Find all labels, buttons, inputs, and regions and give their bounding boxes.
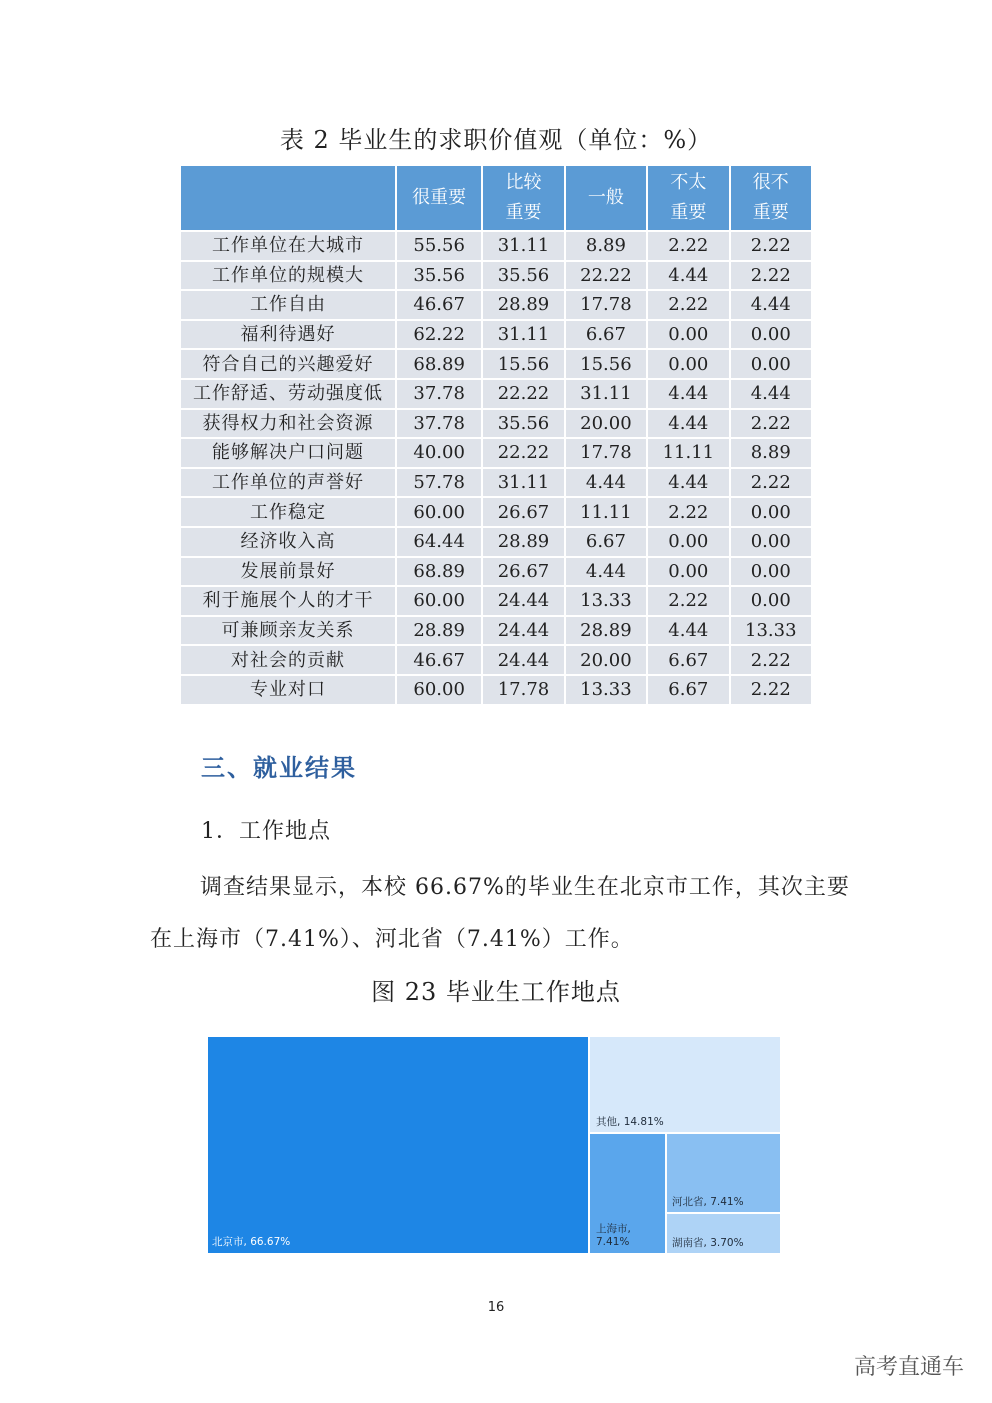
table-cell: 2.22 — [731, 410, 811, 438]
table-cell: 35.56 — [483, 410, 563, 438]
table-cell: 35.56 — [397, 262, 481, 290]
table-row — [181, 439, 811, 467]
table-cell: 22.22 — [483, 439, 563, 467]
tile-label-hunan: 湖南省, 3.70% — [672, 1237, 744, 1249]
treemap-tile-shanghai — [589, 1133, 666, 1254]
table-cell: 15.56 — [483, 350, 563, 378]
table-cell: 6.67 — [566, 321, 646, 349]
table-cell: 31.11 — [566, 380, 646, 408]
table-row — [181, 558, 811, 586]
table-cell: 31.11 — [483, 321, 563, 349]
table-cell: 2.22 — [731, 676, 811, 704]
column-header: 很不 重要 — [731, 166, 811, 230]
table-row — [181, 380, 811, 408]
table-row — [181, 676, 811, 704]
table-cell: 64.44 — [397, 528, 481, 556]
table-cell: 68.89 — [397, 558, 481, 586]
table-row — [181, 587, 811, 615]
tile-label-shanghai: 上海市, 7.41% — [596, 1223, 631, 1248]
table-cell: 28.89 — [397, 617, 481, 645]
table-cell: 0.00 — [648, 321, 728, 349]
table-cell: 13.33 — [566, 676, 646, 704]
table-cell: 46.67 — [397, 291, 481, 319]
column-header: 不太 重要 — [648, 166, 728, 230]
table-cell: 2.22 — [731, 469, 811, 497]
table-cell: 68.89 — [397, 350, 481, 378]
table-cell: 0.00 — [648, 350, 728, 378]
table-cell: 26.67 — [483, 558, 563, 586]
row-label: 符合自己的兴趣爱好 — [181, 350, 395, 378]
table-row — [181, 291, 811, 319]
table-cell: 6.67 — [648, 646, 728, 674]
tile-label-beijing: 北京市, 66.67% — [212, 1236, 291, 1248]
table-row — [181, 350, 811, 378]
table-header-row — [181, 166, 811, 230]
table-row — [181, 232, 811, 260]
section-heading: 三、就业结果 — [201, 753, 357, 782]
row-label: 福利待遇好 — [181, 321, 395, 349]
table-cell: 31.11 — [483, 232, 563, 260]
table-cell: 60.00 — [397, 676, 481, 704]
treemap-tile-other — [589, 1036, 781, 1133]
table-cell: 4.44 — [648, 410, 728, 438]
table-cell: 8.89 — [566, 232, 646, 260]
table-body — [181, 232, 811, 704]
table-cell: 17.78 — [483, 676, 563, 704]
table-cell: 24.44 — [483, 617, 563, 645]
column-header: 一般 — [566, 166, 646, 230]
row-label: 专业对口 — [181, 676, 395, 704]
subsection-heading: 1．工作地点 — [201, 819, 331, 844]
row-label: 工作稳定 — [181, 498, 395, 526]
row-label: 发展前景好 — [181, 558, 395, 586]
table-row — [181, 617, 811, 645]
watermark-text: 高考直通车 — [853, 1355, 964, 1380]
table-cell: 22.22 — [483, 380, 563, 408]
work-location-treemap — [207, 1036, 781, 1254]
table-cell: 11.11 — [566, 498, 646, 526]
table-cell: 22.22 — [566, 262, 646, 290]
table-cell: 28.89 — [483, 291, 563, 319]
table-row — [181, 410, 811, 438]
table-cell: 4.44 — [566, 469, 646, 497]
table-cell: 11.11 — [648, 439, 728, 467]
table-cell: 0.00 — [648, 528, 728, 556]
table-cell: 0.00 — [731, 350, 811, 378]
column-header: 比较 重要 — [483, 166, 563, 230]
table-caption: 表 2 毕业生的求职价值观（单位：%） — [279, 126, 713, 154]
table-cell: 28.89 — [566, 617, 646, 645]
table-row — [181, 469, 811, 497]
table-cell: 4.44 — [648, 617, 728, 645]
table-cell: 8.89 — [731, 439, 811, 467]
table-cell: 2.22 — [731, 262, 811, 290]
table-cell: 0.00 — [731, 587, 811, 615]
treemap-tile-beijing — [207, 1036, 589, 1254]
table-cell: 2.22 — [648, 232, 728, 260]
table-row — [181, 321, 811, 349]
table-cell: 17.78 — [566, 291, 646, 319]
table-cell: 6.67 — [566, 528, 646, 556]
row-label: 工作单位的规模大 — [181, 262, 395, 290]
table-cell: 35.56 — [483, 262, 563, 290]
values-table — [179, 164, 813, 706]
table-cell: 15.56 — [566, 350, 646, 378]
table-cell: 40.00 — [397, 439, 481, 467]
table-cell: 4.44 — [731, 291, 811, 319]
table-cell: 20.00 — [566, 410, 646, 438]
table-cell: 28.89 — [483, 528, 563, 556]
table-row — [181, 262, 811, 290]
table-cell: 57.78 — [397, 469, 481, 497]
treemap-tile-hebei — [666, 1133, 781, 1213]
tile-label-hebei: 河北省, 7.41% — [672, 1196, 744, 1208]
table-cell: 46.67 — [397, 646, 481, 674]
table-row — [181, 646, 811, 674]
row-label: 工作舒适、劳动强度低 — [181, 380, 395, 408]
table-cell: 0.00 — [731, 498, 811, 526]
column-header: 很重要 — [397, 166, 481, 230]
row-label: 工作单位的声誉好 — [181, 469, 395, 497]
figure-caption: 图 23 毕业生工作地点 — [371, 978, 621, 1006]
row-label: 能够解决户口问题 — [181, 439, 395, 467]
table-cell: 26.67 — [483, 498, 563, 526]
table-corner-cell — [181, 166, 395, 230]
table-cell: 0.00 — [731, 558, 811, 586]
table-cell: 13.33 — [566, 587, 646, 615]
table-row — [181, 498, 811, 526]
table-cell: 13.33 — [731, 617, 811, 645]
table-cell: 4.44 — [731, 380, 811, 408]
table-cell: 60.00 — [397, 498, 481, 526]
body-paragraph: 调查结果显示，本校 66.67%的毕业生在北京市工作，其次主要在上海市（7.41%）、河北省（7.41%）工作。 — [150, 875, 850, 952]
row-label: 可兼顾亲友关系 — [181, 617, 395, 645]
table-cell: 0.00 — [731, 528, 811, 556]
table-cell: 2.22 — [731, 646, 811, 674]
table-row — [181, 528, 811, 556]
table-cell: 0.00 — [731, 321, 811, 349]
row-label: 经济收入高 — [181, 528, 395, 556]
table-cell: 37.78 — [397, 380, 481, 408]
table-cell: 62.22 — [397, 321, 481, 349]
table-cell: 4.44 — [648, 262, 728, 290]
table-cell: 4.44 — [566, 558, 646, 586]
table-cell: 20.00 — [566, 646, 646, 674]
row-label: 获得权力和社会资源 — [181, 410, 395, 438]
table-cell: 17.78 — [566, 439, 646, 467]
row-label: 工作单位在大城市 — [181, 232, 395, 260]
table-cell: 4.44 — [648, 380, 728, 408]
table-cell: 31.11 — [483, 469, 563, 497]
table-cell: 2.22 — [648, 498, 728, 526]
page-number: 16 — [487, 1300, 505, 1315]
table-cell: 2.22 — [648, 291, 728, 319]
table-cell: 4.44 — [648, 469, 728, 497]
table-cell: 2.22 — [648, 587, 728, 615]
table-cell: 37.78 — [397, 410, 481, 438]
table-cell: 55.56 — [397, 232, 481, 260]
table-cell: 2.22 — [731, 232, 811, 260]
table-cell: 0.00 — [648, 558, 728, 586]
row-label: 工作自由 — [181, 291, 395, 319]
treemap-tile-hunan — [666, 1213, 781, 1254]
tile-label-other: 其他, 14.81% — [596, 1116, 664, 1128]
table-cell: 24.44 — [483, 646, 563, 674]
table-cell: 60.00 — [397, 587, 481, 615]
table-cell: 24.44 — [483, 587, 563, 615]
table-cell: 6.67 — [648, 676, 728, 704]
row-label: 利于施展个人的才干 — [181, 587, 395, 615]
row-label: 对社会的贡献 — [181, 646, 395, 674]
